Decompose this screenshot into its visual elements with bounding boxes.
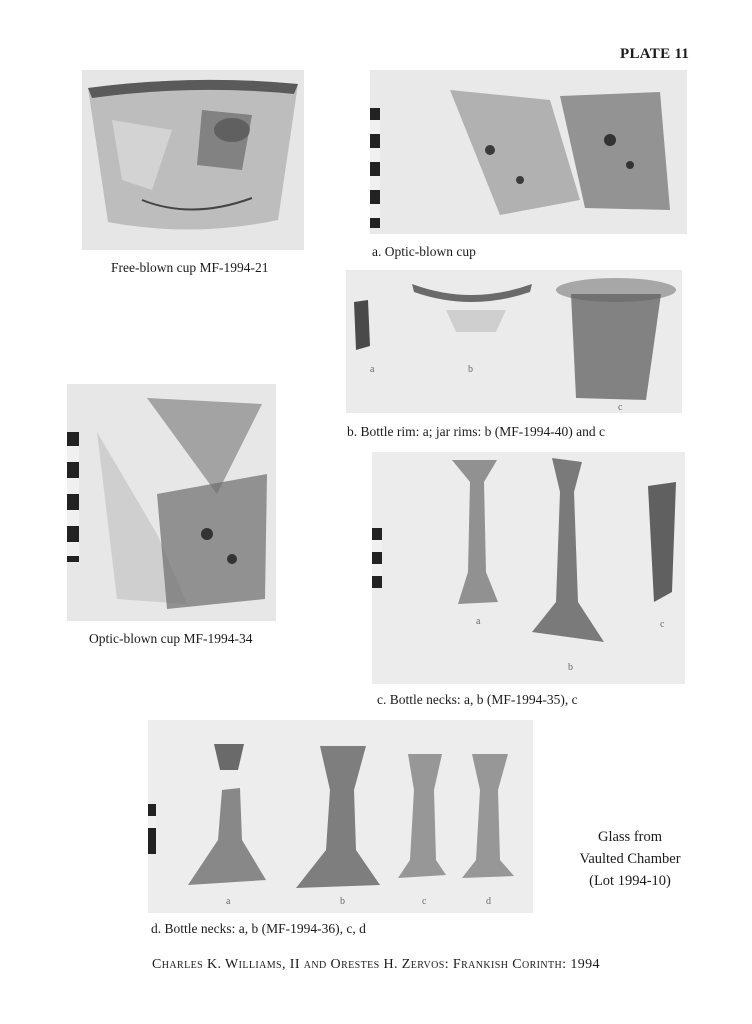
necks-d-letter-a: a [226,896,231,907]
caption-optic-blown-cup-34: Optic-blown cup MF-1994-34 [89,631,253,646]
caption-necks-d: d. Bottle necks: a, b (MF-1994-36), c, d [151,921,366,936]
rims-letter-a: a [370,364,375,375]
side-note-line-3: (Lot 1994-10) [589,873,671,889]
photo-rims-b [346,270,682,413]
photo-optic-blown-cup-a [370,70,687,234]
photo-optic-blown-cup-34 [67,384,276,621]
necks-d-letter-c: c [422,896,427,907]
footer-credit: Charles K. Williams, II and Orestes H. Zervos: Frankish Corinth: 1994 [152,957,600,972]
photo-necks-d [148,720,533,913]
necks-d-letter-b: b [340,896,345,907]
caption-optic-blown-cup-a: a. Optic-blown cup [372,244,476,259]
caption-free-blown-cup: Free-blown cup MF-1994-21 [111,260,269,275]
rims-letter-c: c [618,402,623,413]
necks-c-letter-b: b [568,662,573,673]
side-note-line-1: Glass from [597,829,663,845]
rims-letter-b: b [468,364,473,375]
side-note [560,826,700,892]
necks-d-letter-d: d [486,896,491,907]
photo-necks-c [372,452,685,684]
plate-label: PLATE 11 [620,46,690,62]
caption-rims-b: b. Bottle rim: a; jar rims: b (MF-1994-40) and c [347,424,605,439]
necks-c-letter-a: a [476,616,481,627]
necks-c-letter-c: c [660,619,665,630]
side-note-line-2: Vaulted Chamber [579,851,681,867]
caption-necks-c: c. Bottle necks: a, b (MF-1994-35), c [377,692,578,707]
photo-free-blown-cup [82,70,304,250]
